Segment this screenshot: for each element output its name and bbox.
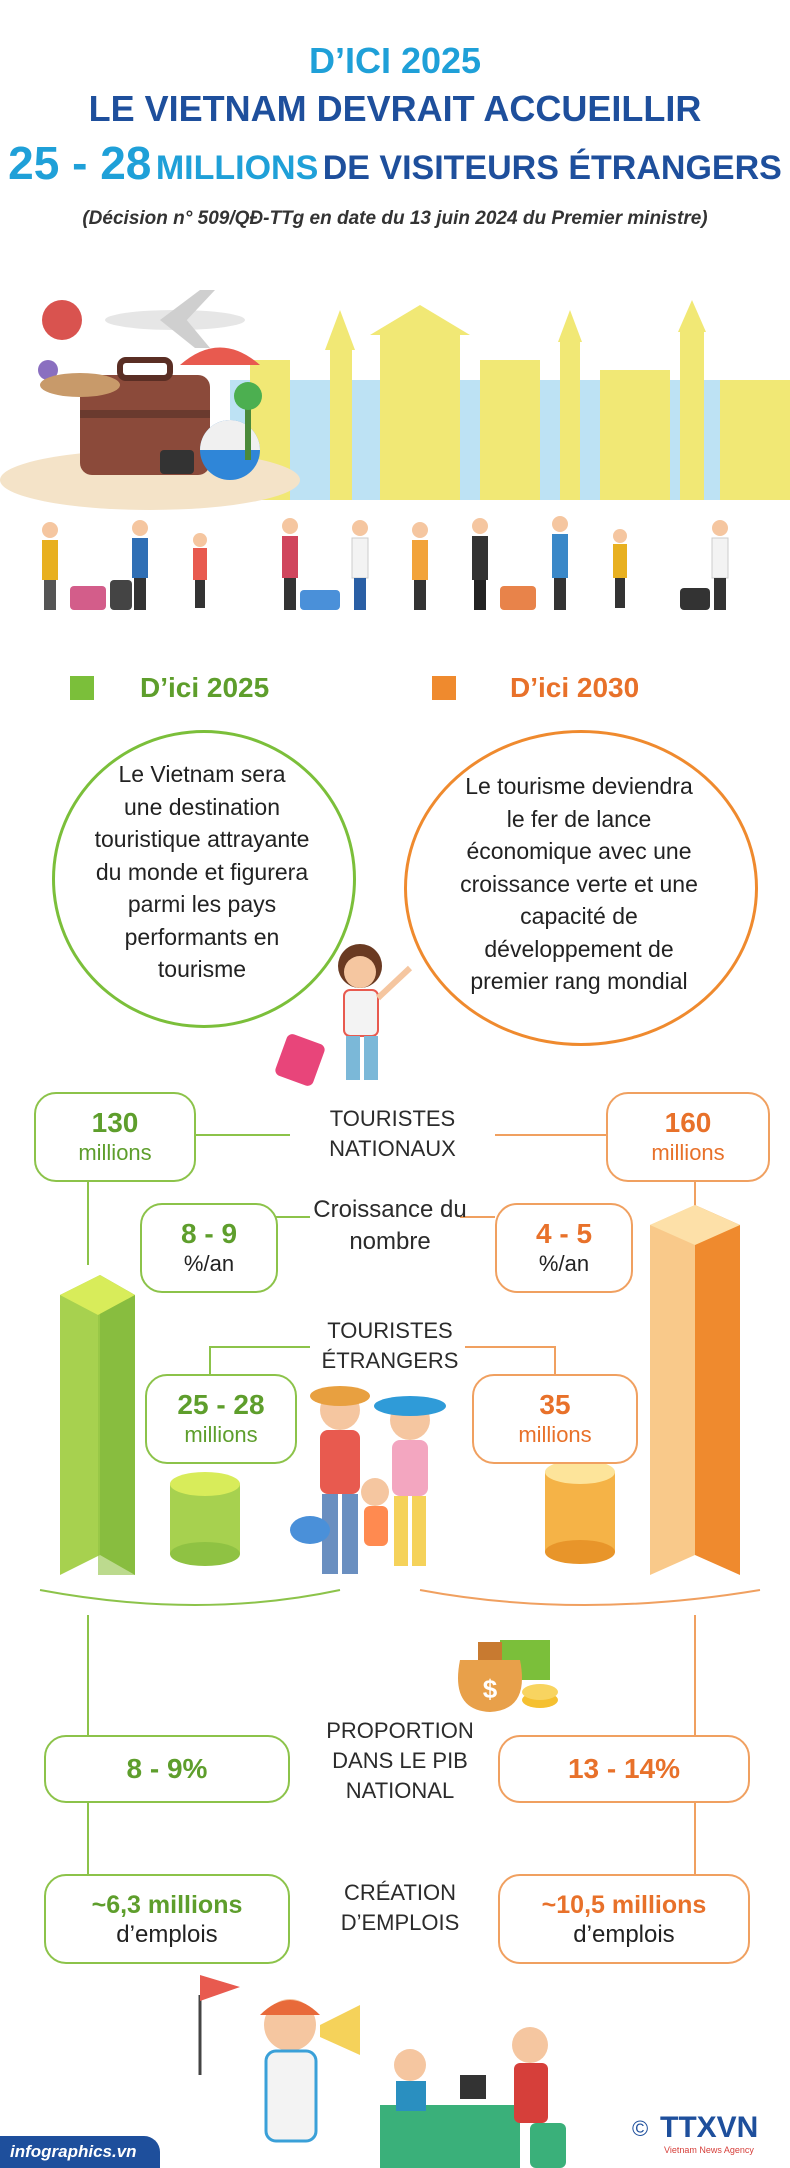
jobs-2030-value: ~10,5 millions [541,1891,707,1919]
foreign-label-line: ÉTRANGERS [321,1348,459,1373]
domestic-label-line: NATIONAUX [329,1136,456,1161]
legend-2030-swatch [432,676,456,700]
growth-label [300,1194,480,1258]
foreign-2025-value: 25 - 28 [177,1389,265,1420]
domestic-2025-box [34,1092,196,1182]
growth-label-line: Croissance du [313,1196,467,1223]
growth-2025-box [140,1203,278,1293]
gdp-label-line: DANS LE PIB [332,1748,468,1773]
airplane-icon [105,290,245,348]
foreign-label-line: TOURISTES [327,1318,453,1343]
foreign-2025-box [145,1374,297,1464]
header-line3 [0,134,790,204]
growth-2030-unit: %/an [538,1251,590,1276]
goal-2030-line: Le tourisme deviendra [465,773,693,799]
goal-2030-line: le fer de lance [506,805,652,832]
hat-icon [40,373,120,397]
header-line2: LE VIETNAM DEVRAIT ACCUEILLIR [88,88,702,129]
gdp-label-line: NATIONAL [345,1778,455,1803]
hot-air-balloon-icon [42,300,82,340]
bar-2025-icon [40,1255,150,1575]
foreign-2030-unit: millions [518,1422,592,1447]
domestic-label-line: TOURISTES [329,1106,456,1131]
growth-label-line: nombre [349,1228,431,1255]
tourist-family-illustration [280,1380,470,1595]
gdp-label-line: PROPORTION [326,1718,474,1743]
domestic-2025-unit: millions [78,1140,152,1165]
brand-sub: Vietnam News Agency [664,2145,754,2155]
cylinder-2030-icon [540,1458,620,1568]
legend-2030-label: D’ici 2030 [510,672,640,703]
goal-2030-line: développement de [484,935,674,962]
bar-2030-icon [640,1195,760,1575]
jobs-label [300,1878,500,1938]
traveler-girl-illustration [270,938,420,1098]
goal-2025-line: parmi les pays [127,891,277,917]
brand-logo: TTXVN [660,2111,759,2144]
header-subtitle: (Décision n° 509/QĐ-TTg en date du 13 juin 2024 du Premier ministre) [82,208,708,229]
gdp-2025-value: 8 - 9% [126,1753,208,1784]
goal-2030-line: premier rang mondial [470,968,688,994]
foreign-2030-box [472,1374,638,1464]
cylinder-2025-icon [165,1470,245,1570]
umbrella-icon [180,348,260,366]
travel-illustration [0,290,790,620]
gdp-2030-value: 13 - 14% [567,1753,681,1784]
goal-2030-line: économique avec une [466,838,692,864]
jobs-2025-box [44,1874,290,1964]
copyright-icon: © [632,2116,649,2141]
growth-2030-box [495,1203,633,1293]
domestic-2030-box [606,1092,770,1182]
footer-site[interactable]: infographics.vn [10,2142,137,2161]
jobs-2025-unit: d’emplois [116,1921,218,1948]
domestic-2030-unit: millions [651,1140,725,1165]
goal-2025-line: une destination [123,793,280,820]
goal-2025-line: du monde et figurera [95,858,309,885]
pink-suitcase-icon [274,1032,327,1087]
goal-2025-line: tourisme [157,956,247,982]
growth-2025-value: 8 - 9 [180,1218,238,1249]
jobs-label-line: D’EMPLOIS [340,1910,460,1935]
city-skyline-icon [230,300,790,500]
growth-2030-value: 4 - 5 [535,1218,593,1249]
goal-2030-line: capacité de [520,903,638,929]
jobs-label-line: CRÉATION [343,1880,457,1905]
goal-2025-line: touristique attrayante [94,826,310,852]
goal-2030-text [414,770,744,998]
jobs-2030-unit: d’emplois [573,1921,675,1948]
jobs-2025-value: ~6,3 millions [91,1891,243,1919]
domestic-2025-value: 130 [91,1107,139,1138]
money-bag-icon [440,1620,570,1720]
domestic-2030-value: 160 [664,1107,712,1138]
domestic-label [290,1104,495,1164]
gdp-2030-box [498,1735,750,1803]
travelers-illustration [42,516,728,610]
goal-2025-line: performants en [124,923,280,950]
gdp-label [300,1716,500,1806]
header-millions: MILLIONS [155,149,319,187]
header-number: 25 - 28 [8,137,152,189]
header-line1: D’ICI 2025 [308,40,482,81]
header [0,38,790,234]
megaphone-icon [320,2005,360,2055]
jobs-2030-box [498,1874,750,1964]
foreign-2025-unit: millions [184,1422,258,1447]
goal-2030-line: croissance verte et une [460,870,698,897]
legend-2025-label: D’ici 2025 [140,672,270,703]
header-rest: DE VISITEURS ÉTRANGERS [322,149,782,187]
tourism-workers-illustration [180,1965,600,2168]
camera-icon [160,450,194,474]
svg-text:$: $ [482,1674,498,1704]
goal-2025-line: Le Vietnam sera [118,761,286,787]
foreign-label [300,1316,480,1376]
growth-2025-unit: %/an [183,1251,235,1276]
legend-2025-swatch [70,676,94,700]
flag-icon [200,1975,240,2001]
computer-icon [460,2075,486,2099]
foreign-2030-value: 35 [539,1389,571,1420]
gdp-2025-box [44,1735,290,1803]
